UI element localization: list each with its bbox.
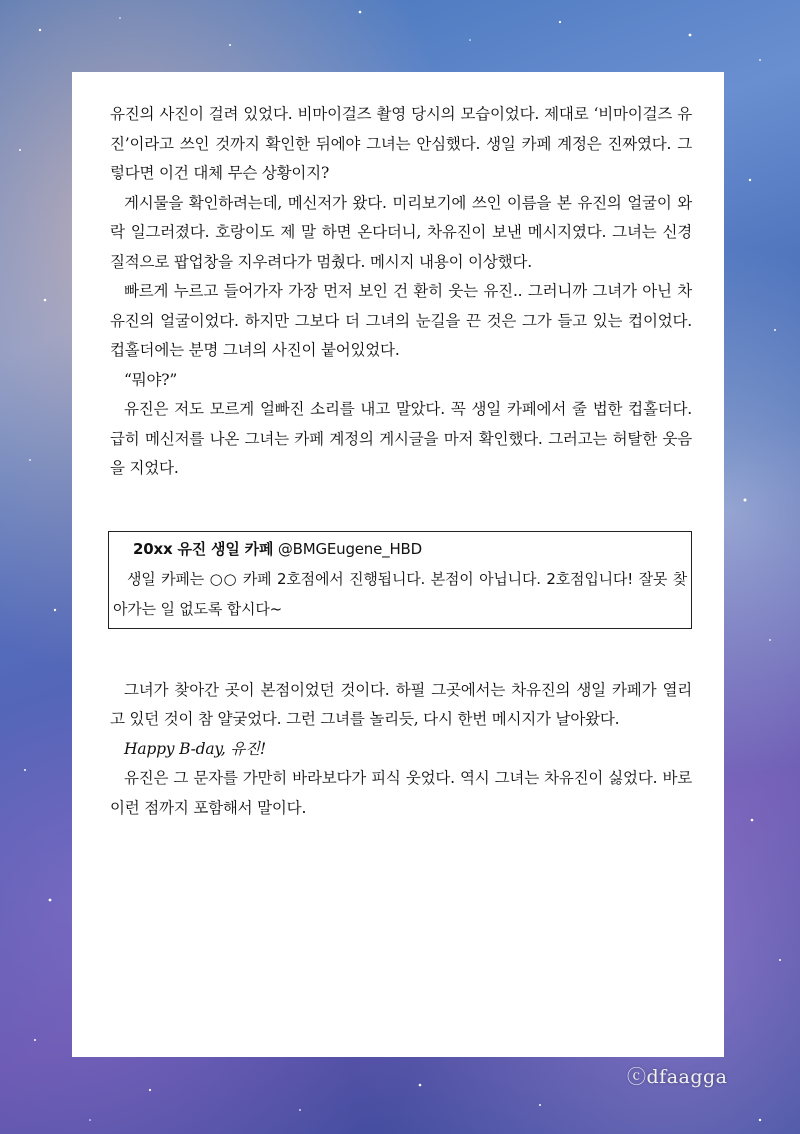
- post-account-handle: @BMGEugene_HBD: [277, 539, 422, 558]
- copyright-watermark: ⓒdfaagga: [627, 1066, 728, 1088]
- story-text: [110, 100, 692, 823]
- story-page: [72, 72, 724, 1057]
- cafe-account-post: [108, 531, 692, 629]
- paragraph: 빠르게 누르고 들어가자 가장 먼저 보인 건 환히 웃는 유진.. 그러니까 그녀가 아닌 차유진의 얼굴이었다. 하지만 그보다 더 그녀의 눈길을 끈 것은 그가 들고 있는 컵이었다. 컵홀더에는 분명 그녀의 사진이 붙어있었다.: [110, 282, 692, 359]
- post-header: [113, 534, 687, 564]
- dialogue-line: “뭐야?”: [124, 370, 178, 389]
- post-account-name: 20xx 유진 생일 카페: [133, 539, 274, 558]
- paragraph: 유진은 저도 모르게 얼빠진 소리를 내고 말았다. 꼭 생일 카페에서 줄 법한 컵홀더다. 급히 메신저를 나온 그녀는 카페 계정의 게시글을 마저 확인했다. 그러고는 허탈한 웃음을 지었다.: [110, 400, 692, 477]
- message-line: Happy B-day, 유진!: [124, 739, 266, 758]
- paragraph: 그녀가 찾아간 곳이 본점이었던 것이다. 하필 그곳에서는 차유진의 생일 카페가 열리고 있던 것이 참 얄궂었다. 그런 그녀를 놀리듯, 다시 한번 메시지가 날아왔다.: [110, 680, 692, 728]
- post-body: 생일 카페는 ○○ 카페 2호점에서 진행됩니다. 본점이 아닙니다. 2호점입니다! 잘못 찾아가는 일 없도록 합시다~: [113, 569, 687, 618]
- paragraph: 유진은 그 문자를 가만히 바라보다가 피식 웃었다. 역시 그녀는 차유진이 싫었다. 바로 이런 점까지 포함해서 말이다.: [110, 769, 692, 817]
- paragraph: 유진의 사진이 걸려 있었다. 비마이걸즈 촬영 당시의 모습이었다. 제대로 ‘비마이걸즈 유진’이라고 쓰인 것까지 확인한 뒤에야 그녀는 안심했다. 생일 카페 계정은 진짜였다. 그렇다면 이건 대체 무슨 상황이지?: [110, 105, 692, 182]
- paragraph: 게시물을 확인하려는데, 메신저가 왔다. 미리보기에 쓰인 이름을 본 유진의 얼굴이 와락 일그러졌다. 호랑이도 제 말 하면 온다더니, 차유진이 보낸 메시지였다. 그녀는 신경질적으로 팝업창을 지우려다가 멈췄다. 메시지 내용이 이상했다.: [110, 193, 692, 271]
